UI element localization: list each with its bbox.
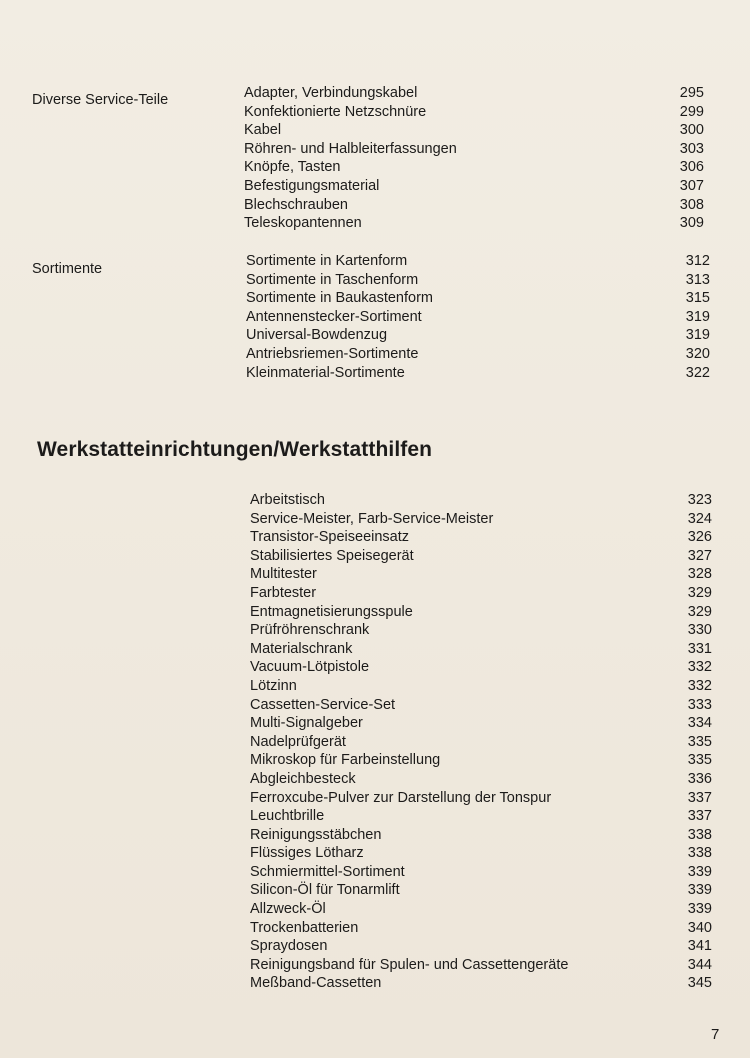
entry-page: 334 — [687, 715, 712, 732]
entry-title: Knöpfe, Tasten — [244, 159, 341, 176]
entry-title: Farbtester — [250, 584, 317, 601]
entry-title: Ferroxcube-Pulver zur Darstellung der Tonspur — [250, 789, 552, 806]
entry-page: 339 — [687, 882, 712, 899]
entry-title: Leuchtbrille — [250, 808, 325, 825]
entry-title: Kleinmaterial-Sortimente — [246, 364, 405, 381]
toc-entry — [250, 789, 712, 808]
entry-page: 338 — [687, 845, 712, 862]
toc-entry — [250, 863, 712, 882]
toc-entry — [250, 844, 712, 863]
entry-page: 330 — [687, 622, 712, 639]
entry-title: Befestigungsmaterial — [244, 177, 380, 194]
entry-title: Reinigungsband für Spulen- und Cassettengeräte — [250, 956, 569, 973]
toc-entry — [250, 584, 712, 603]
toc-entry — [250, 807, 712, 826]
entry-title: Antennenstecker-Sortiment — [246, 308, 422, 325]
entry-title: Sortimente in Kartenform — [246, 253, 408, 269]
entry-page: 323 — [687, 492, 712, 508]
entry-page: 312 — [685, 253, 710, 269]
entry-page: 322 — [685, 364, 710, 381]
entry-page: 319 — [685, 327, 710, 344]
toc-entry — [244, 121, 704, 140]
entry-title: Transistor-Speiseeinsatz — [250, 529, 410, 546]
entry-page: 329 — [687, 603, 712, 620]
entry-page: 313 — [685, 271, 710, 288]
toc-entry — [244, 140, 704, 159]
entry-list — [246, 252, 710, 382]
entry-page: 333 — [687, 696, 712, 713]
entry-title: Materialschrank — [250, 640, 353, 657]
toc-entry — [250, 603, 712, 622]
toc-entry — [250, 565, 712, 584]
entry-page: 299 — [679, 103, 704, 120]
entry-page: 344 — [687, 956, 712, 973]
entry-page: 332 — [687, 677, 712, 694]
entry-page: 303 — [679, 140, 704, 157]
section-label: Diverse Service-Teile — [32, 92, 169, 108]
entry-title: Service-Meister, Farb-Service-Meister — [250, 510, 494, 527]
entry-title: Sortimente in Baukastenform — [246, 290, 433, 307]
entry-page: 324 — [687, 510, 712, 527]
toc-entry — [246, 345, 710, 364]
entry-page: 327 — [687, 547, 712, 564]
entry-page: 337 — [687, 789, 712, 806]
entry-page: 337 — [687, 808, 712, 825]
entry-page: 320 — [685, 345, 710, 362]
toc-entry — [244, 158, 704, 177]
entry-page: 332 — [687, 659, 712, 676]
entry-page: 345 — [687, 975, 712, 992]
entry-page: 300 — [679, 122, 704, 139]
workshop-entry-list — [250, 491, 712, 993]
toc-entry — [250, 621, 712, 640]
toc-entry — [250, 770, 712, 789]
entry-page: 306 — [679, 159, 704, 176]
entry-title: Universal-Bowdenzug — [246, 327, 388, 344]
entry-title: Cassetten-Service-Set — [250, 696, 396, 713]
entry-title: Lötzinn — [250, 677, 297, 694]
entry-title: Prüfröhrenschrank — [250, 622, 370, 639]
entry-title: Multi-Signalgeber — [250, 715, 363, 732]
toc-entry — [250, 714, 712, 733]
toc-entry — [250, 956, 712, 975]
section-label: Sortimente — [32, 261, 103, 277]
toc-entry — [250, 937, 712, 956]
entry-page: 328 — [687, 566, 712, 583]
toc-entry — [250, 510, 712, 529]
entry-page: 308 — [679, 196, 704, 213]
entry-title: Antriebsriemen-Sortimente — [246, 345, 419, 362]
entry-title: Spraydosen — [250, 938, 328, 955]
toc-entry — [250, 751, 712, 770]
entry-title: Adapter, Verbindungskabel — [244, 85, 418, 101]
entry-page: 319 — [685, 308, 710, 325]
entry-title: Konfektionierte Netzschnüre — [244, 103, 427, 120]
entry-page: 341 — [687, 938, 712, 955]
toc-entry — [250, 677, 712, 696]
entry-page: 335 — [687, 733, 712, 750]
toc-entry — [244, 177, 704, 196]
entry-page: 309 — [679, 215, 704, 232]
toc-entry — [244, 196, 704, 215]
entry-title: Flüssiges Lötharz — [250, 845, 364, 862]
entry-page: 295 — [679, 85, 704, 101]
page-number: 7 — [711, 1026, 720, 1043]
entry-page: 339 — [687, 863, 712, 880]
toc-entry — [250, 491, 712, 510]
entry-page: 339 — [687, 901, 712, 918]
entry-page: 326 — [687, 529, 712, 546]
entry-title: Entmagnetisierungsspule — [250, 603, 413, 620]
entry-title: Sortimente in Taschenform — [246, 271, 419, 288]
toc-entry — [250, 881, 712, 900]
entry-title: Nadelprüfgerät — [250, 733, 346, 750]
entry-title: Röhren- und Halbleiterfassungen — [244, 140, 457, 157]
entry-title: Blechschrauben — [244, 196, 348, 213]
toc-entry — [250, 640, 712, 659]
entry-title: Allzweck-Öl — [250, 901, 326, 918]
toc-entry — [244, 84, 704, 103]
toc-entry — [250, 826, 712, 845]
entry-title: Trockenbatterien — [250, 919, 359, 936]
toc-entry — [246, 326, 710, 345]
toc-entry — [250, 696, 712, 715]
entry-page: 340 — [687, 919, 712, 936]
toc-entry — [250, 528, 712, 547]
toc-entry — [250, 733, 712, 752]
entry-page: 329 — [687, 584, 712, 601]
toc-entry — [246, 308, 710, 327]
entry-list — [244, 84, 704, 233]
toc-entry — [244, 214, 704, 233]
entry-page: 335 — [687, 752, 712, 769]
entry-title: Meßband-Cassetten — [250, 975, 382, 992]
entry-title: Schmiermittel-Sortiment — [250, 863, 405, 880]
entry-title: Multitester — [250, 566, 317, 583]
toc-entry — [250, 974, 712, 993]
entry-title: Teleskopantennen — [244, 215, 362, 232]
entry-title: Silicon-Öl für Tonarmlift — [250, 882, 400, 899]
section-heading: Werkstatteinrichtungen/Werkstatthilfen — [37, 438, 433, 461]
toc-entry — [250, 919, 712, 938]
toc-entry — [250, 547, 712, 566]
toc-entry — [246, 252, 710, 271]
entry-page: 307 — [679, 177, 704, 194]
entry-title: Reinigungsstäbchen — [250, 826, 382, 843]
entry-title: Abgleichbesteck — [250, 770, 356, 787]
entry-title: Mikroskop für Farbeinstellung — [250, 752, 441, 769]
entry-title: Kabel — [244, 122, 282, 139]
entry-page: 331 — [687, 640, 712, 657]
entry-title: Stabilisiertes Speisegerät — [250, 547, 414, 564]
toc-entry — [244, 103, 704, 122]
toc-entry — [250, 900, 712, 919]
entry-title: Arbeitstisch — [250, 492, 325, 508]
toc-entry — [246, 289, 710, 308]
toc-entry — [246, 364, 710, 383]
entry-page: 338 — [687, 826, 712, 843]
toc-entry — [246, 271, 710, 290]
entry-title: Vacuum-Lötpistole — [250, 659, 370, 676]
toc-entry — [250, 658, 712, 677]
entry-page: 315 — [685, 290, 710, 307]
entry-page: 336 — [687, 770, 712, 787]
